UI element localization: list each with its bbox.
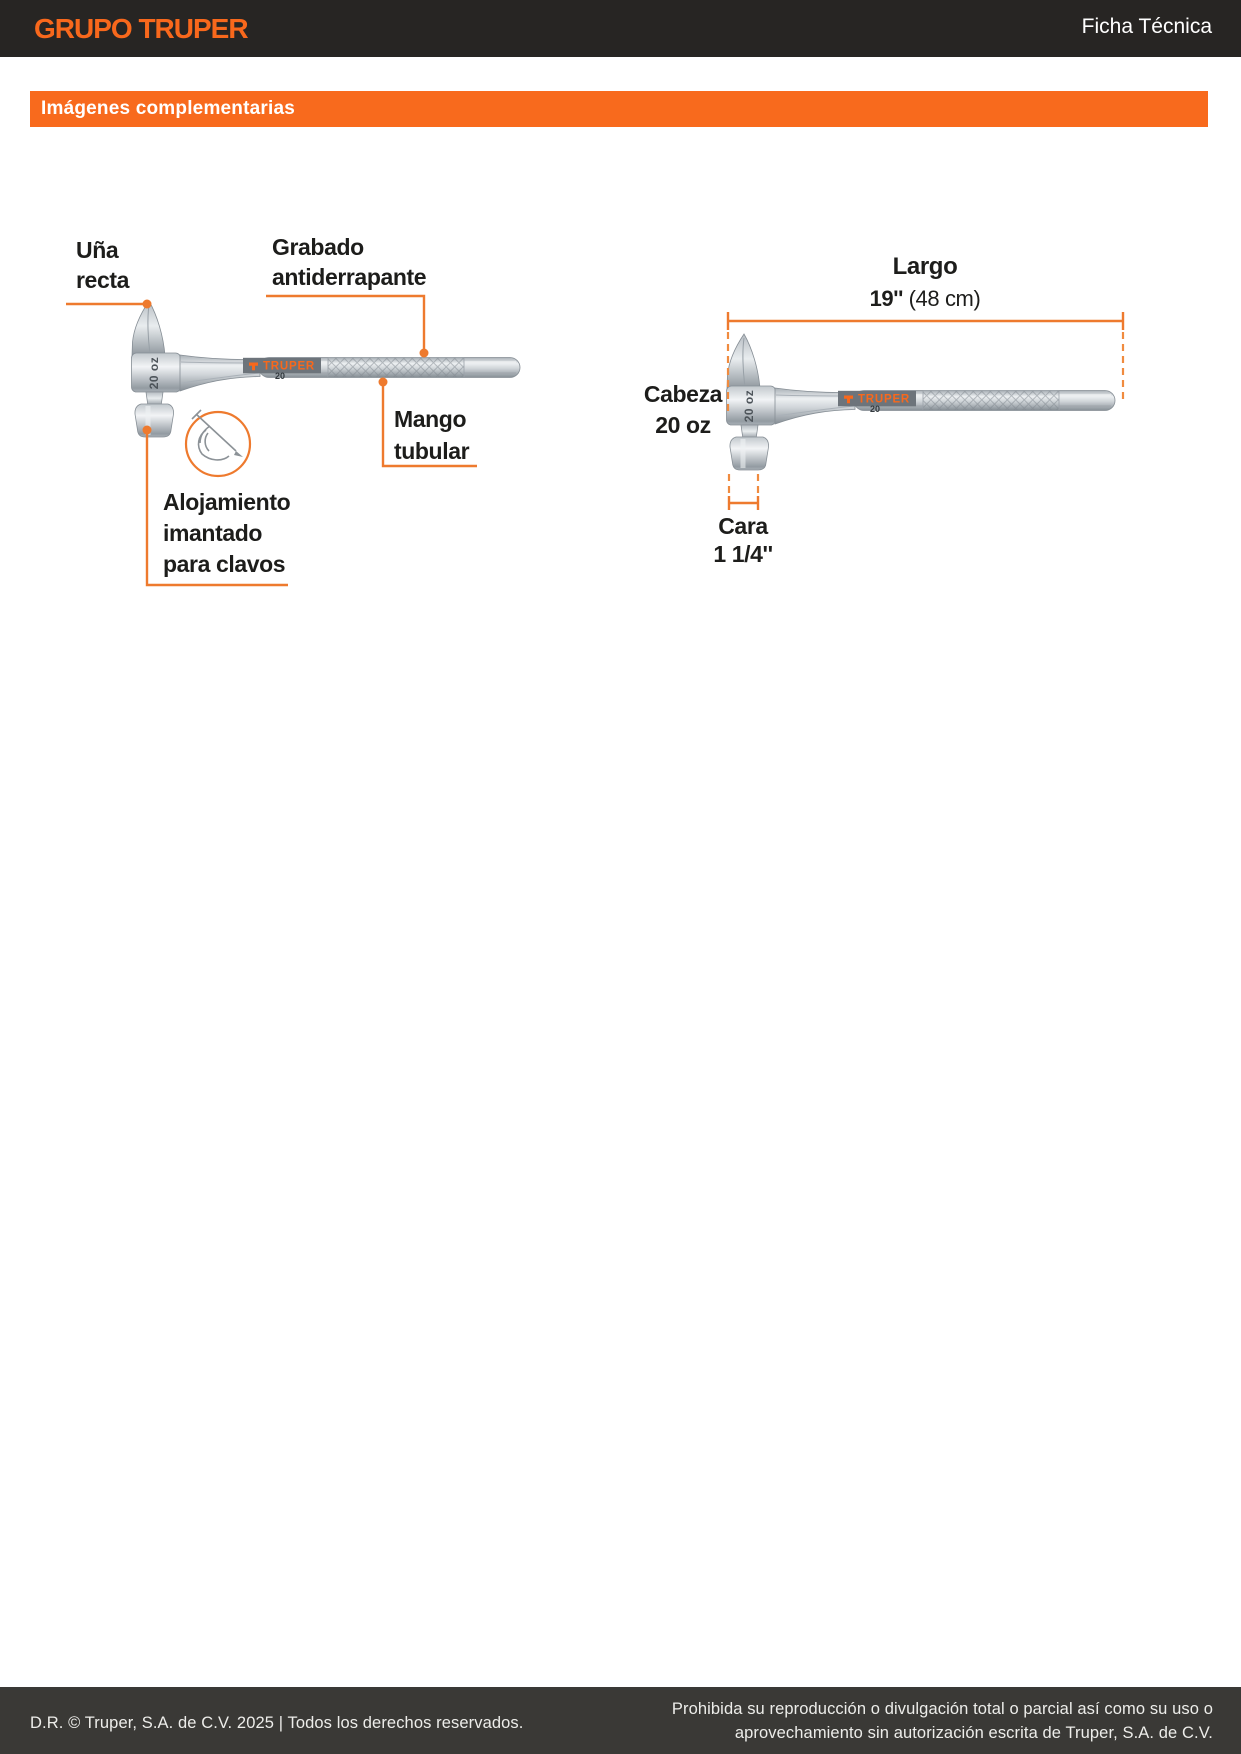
leader-grip [266, 296, 424, 349]
head-label: Cabeza 20 oz [643, 381, 723, 438]
handle-label: Mango tubular [394, 406, 470, 464]
length-label: Largo [892, 253, 958, 280]
length-dimension [728, 312, 1123, 330]
dot-claw [143, 300, 152, 309]
claw-label: Uña recta [76, 237, 129, 293]
hammer-face [135, 404, 174, 437]
dot-handle [379, 378, 388, 387]
knurl-texture [328, 358, 464, 377]
length-value: 19'' (48 cm) [869, 286, 981, 311]
dot-magnet [143, 426, 152, 435]
section-title: Imágenes complementarias [41, 98, 296, 119]
dot-grip [420, 349, 429, 358]
handle-model-number: 20 [274, 371, 286, 381]
doc-type-title: Ficha Técnica [1081, 15, 1212, 38]
magnet-label: Alojamiento imantado para clavos [163, 489, 291, 577]
grip-label: Grabado antiderrapante [272, 234, 427, 290]
face-dim-guides [729, 474, 758, 497]
grupo-truper-logo: GRUPO TRUPER [34, 13, 248, 44]
footer-copyright: D.R. © Truper, S.A. de C.V. 2025 | Todos los derechos reservados. [30, 1714, 524, 1732]
band-brand-text: TRUPER [262, 360, 316, 373]
face-label: Cara 1 1/4'' [713, 513, 773, 567]
footer-legal: Prohibida su reproducción o divulgación total o parcial así como su uso o aprovechamiento sin autorización escrita de Truper, S.A. de C.V. [671, 1700, 1213, 1742]
head-weight-marking: 20 oz [147, 356, 161, 390]
magnet-detail-icon [186, 410, 250, 476]
face-dimension [729, 496, 758, 510]
hammer-illustration-right [727, 334, 1116, 470]
